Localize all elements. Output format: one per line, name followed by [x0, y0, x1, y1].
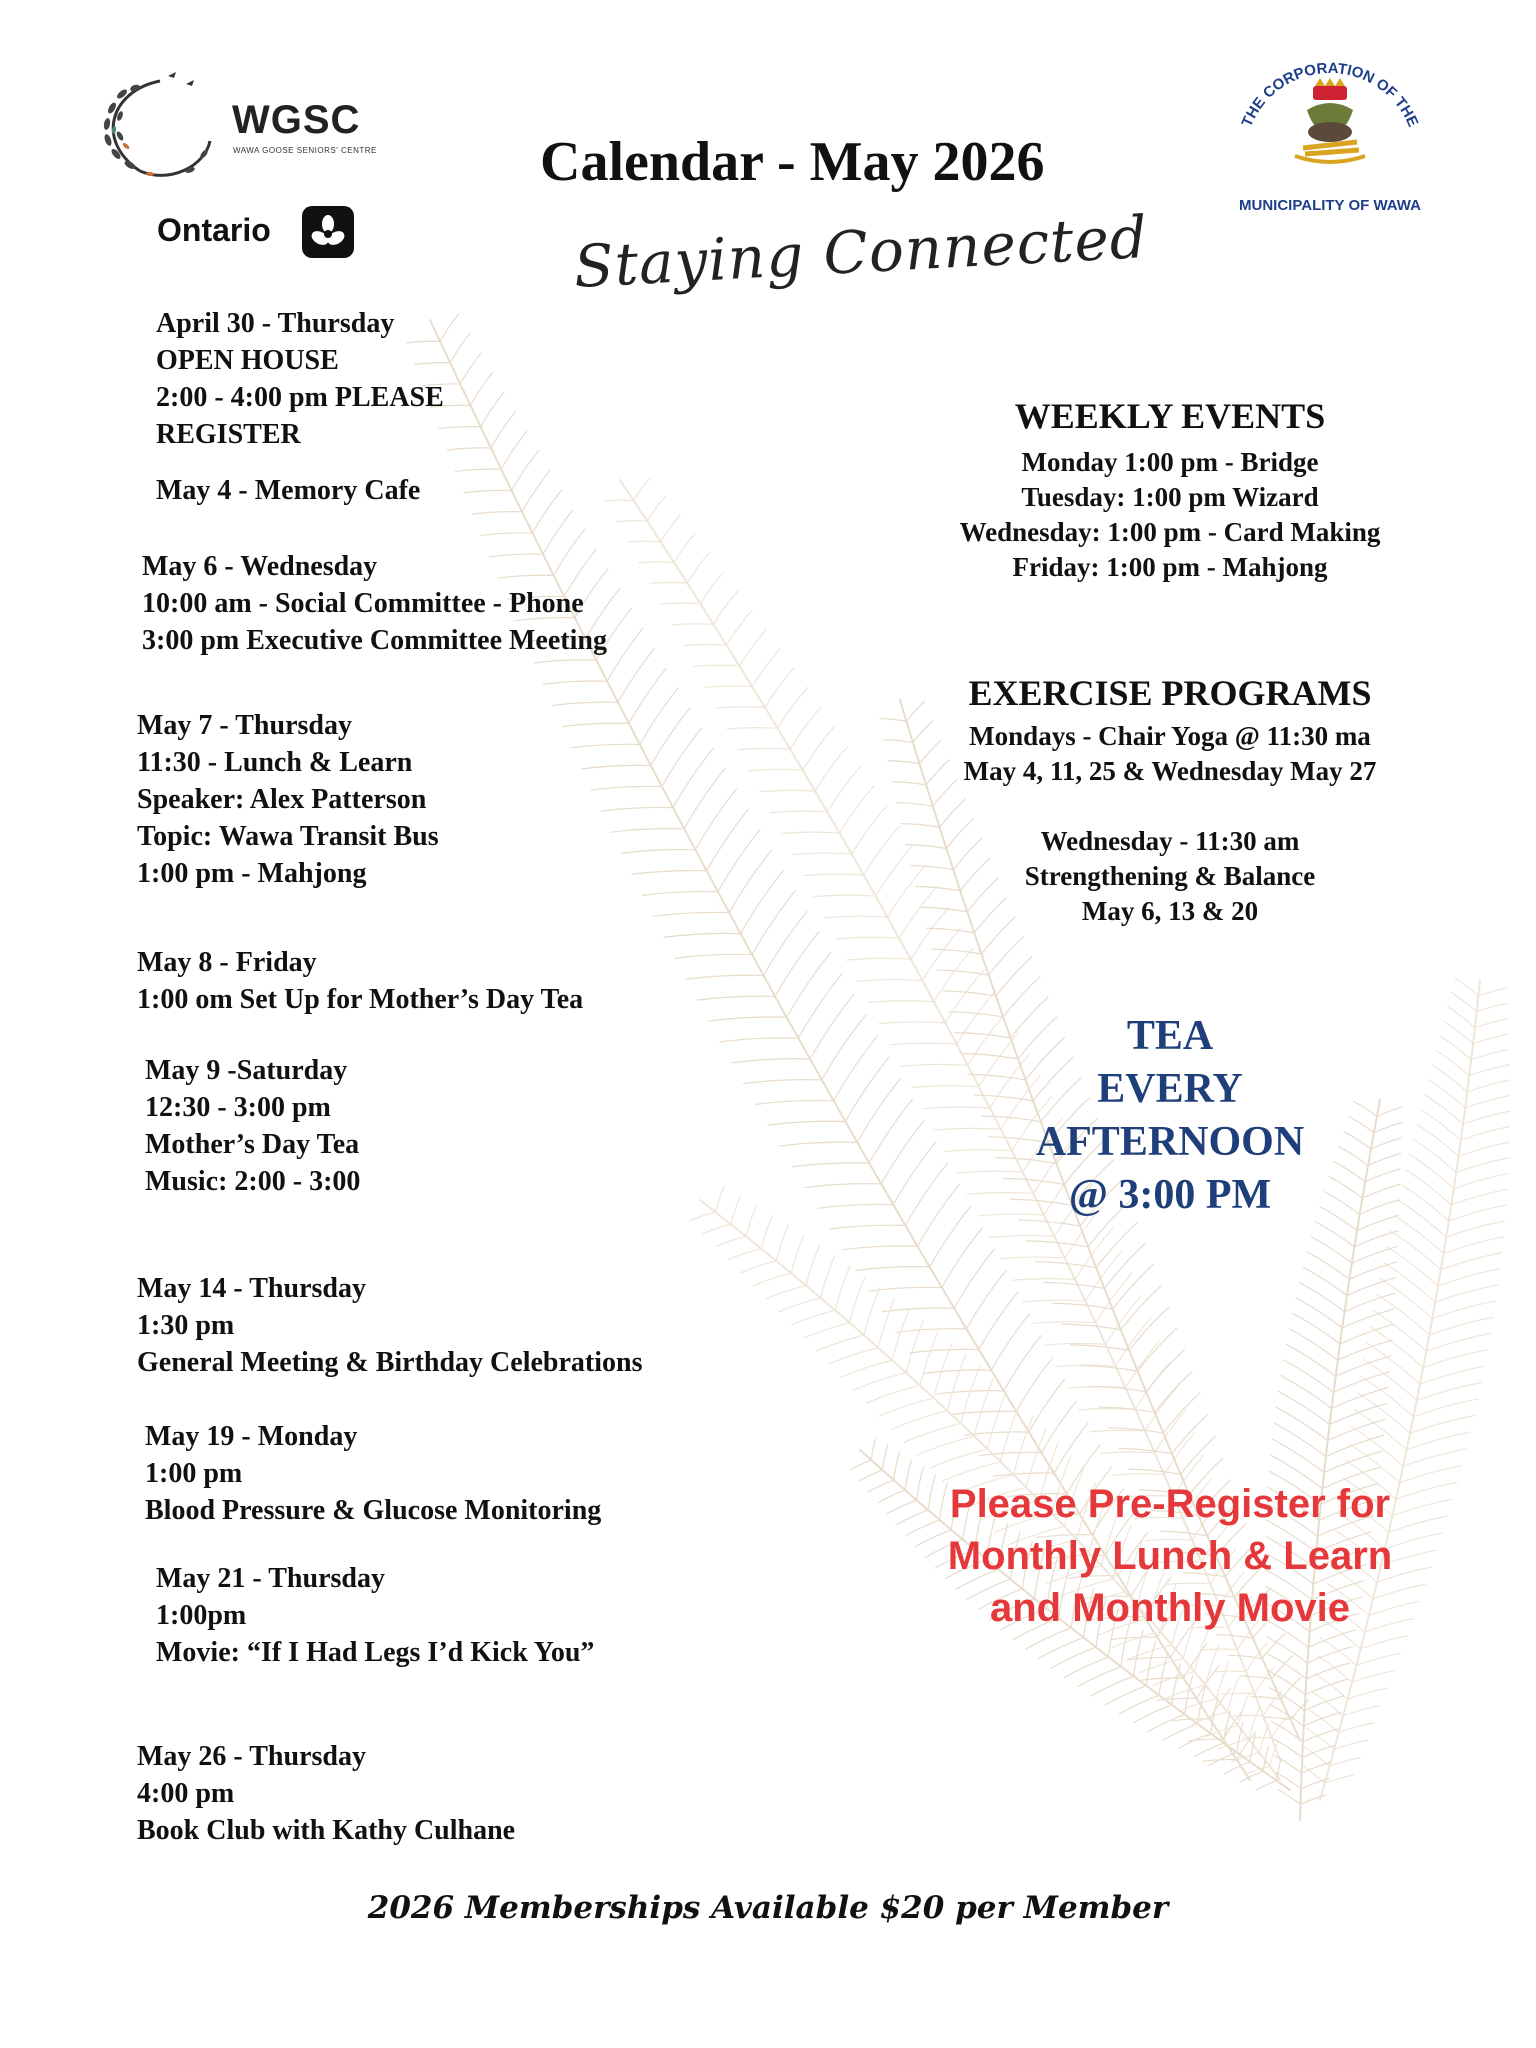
weekly-event-item: Wednesday: 1:00 pm - Card Making — [959, 517, 1381, 547]
weekly-events-heading: WEEKLY EVENTS — [1014, 396, 1326, 436]
event-date: May 6 - Wednesday — [142, 551, 378, 582]
event-detail: Topic: Wawa Transit Bus — [137, 821, 439, 852]
event-block — [156, 305, 444, 453]
pre-register-line: Please Pre-Register for — [949, 1482, 1391, 1526]
pre-register-line: Monthly Lunch & Learn — [947, 1534, 1393, 1578]
event-detail: Mother’s Day Tea — [145, 1129, 360, 1160]
exercise-program-line: Strengthening & Balance — [1024, 861, 1316, 891]
exercise-program-line — [900, 789, 1440, 824]
event-date: May 21 - Thursday — [156, 1563, 385, 1594]
event-block — [145, 1052, 360, 1200]
event-detail: 2:00 - 4:00 pm PLEASE — [156, 382, 444, 413]
weekly-event-item: Monday 1:00 pm - Bridge — [1021, 447, 1319, 477]
event-detail: 12:30 - 3:00 pm — [145, 1092, 331, 1123]
event-date: May 19 - Monday — [145, 1421, 358, 1452]
event-detail: REGISTER — [156, 419, 301, 450]
event-detail: 1:30 pm — [137, 1310, 235, 1341]
tea-notice-line: TEA — [1126, 1013, 1214, 1059]
event-block — [145, 1418, 601, 1529]
event-detail: 3:00 pm Executive Committee Meeting — [142, 625, 607, 656]
exercise-program-line: May 4, 11, 25 & Wednesday May 27 — [963, 756, 1377, 786]
event-date: May 26 - Thursday — [137, 1741, 366, 1772]
event-detail: 11:30 - Lunch & Learn — [137, 747, 413, 778]
event-detail: 10:00 am - Social Committee - Phone — [142, 588, 584, 619]
weekly-events-list — [900, 445, 1440, 585]
event-block — [137, 1738, 515, 1849]
municipal-crest-icon — [1215, 58, 1445, 218]
event-block — [142, 548, 607, 659]
pre-register-line: and Monthly Movie — [990, 1586, 1350, 1630]
trillium-icon — [302, 206, 354, 258]
event-date: April 30 - Thursday — [156, 308, 395, 339]
event-block — [137, 1270, 642, 1381]
wgsc-logo-text: WGSC — [232, 98, 361, 142]
exercise-programs-list — [900, 719, 1440, 929]
event-block — [137, 944, 583, 1018]
pre-register-notice — [900, 1478, 1440, 1634]
weekly-event-item: Tuesday: 1:00 pm Wizard — [1021, 482, 1319, 512]
page-subtitle: Staying Connected — [572, 202, 1150, 301]
event-detail: General Meeting & Birthday Celebrations — [137, 1347, 643, 1378]
exercise-program-line: Mondays - Chair Yoga @ 11:30 ma — [969, 721, 1371, 751]
membership-notice: 2026 Memberships Available $20 per Member — [367, 1890, 1169, 1926]
exercise-program-line: Wednesday - 11:30 am — [1040, 826, 1300, 856]
event-detail: Music: 2:00 - 3:00 — [145, 1166, 361, 1197]
event-detail: Speaker: Alex Patterson — [137, 784, 427, 815]
exercise-program-line: May 6, 13 & 20 — [1081, 896, 1259, 926]
event-date: May 7 - Thursday — [137, 710, 352, 741]
wgsc-logo-subtext: WAWA GOOSE SENIORS' CENTRE — [233, 146, 377, 155]
event-block — [137, 707, 439, 892]
tea-notice-line: EVERY — [1097, 1066, 1243, 1112]
event-detail: OPEN HOUSE — [156, 345, 339, 376]
event-date: May 4 - Memory Cafe — [156, 475, 421, 506]
event-detail: 1:00 om Set Up for Mother’s Day Tea — [137, 984, 584, 1015]
seal-top-text: THE CORPORATION OF THE — [1238, 59, 1422, 130]
ontario-wordmark: Ontario — [157, 212, 271, 248]
event-detail: 1:00 pm - Mahjong — [137, 858, 367, 889]
event-detail: Book Club with Kathy Culhane — [137, 1815, 516, 1846]
event-detail: 1:00pm — [156, 1600, 247, 1631]
event-date: May 8 - Friday — [137, 947, 317, 978]
event-detail: 4:00 pm — [137, 1778, 235, 1809]
event-date: May 14 - Thursday — [137, 1273, 366, 1304]
event-date: May 9 -Saturday — [145, 1055, 348, 1086]
event-detail: Blood Pressure & Glucose Monitoring — [145, 1495, 602, 1526]
tea-notice-line: @ 3:00 PM — [1068, 1172, 1272, 1218]
event-block — [156, 472, 420, 509]
event-detail: Movie: “If I Had Legs I’d Kick You” — [156, 1637, 595, 1668]
tea-notice — [900, 1010, 1440, 1222]
event-block — [156, 1560, 594, 1671]
event-detail: 1:00 pm — [145, 1458, 243, 1489]
weekly-event-item: Friday: 1:00 pm - Mahjong — [1012, 552, 1328, 582]
tea-notice-line: AFTERNOON — [1035, 1119, 1305, 1165]
seal-bottom-text: MUNICIPALITY OF WAWA — [1239, 197, 1421, 214]
exercise-programs-heading: EXERCISE PROGRAMS — [968, 673, 1372, 713]
page-title: Calendar - May 2026 — [540, 131, 1045, 193]
